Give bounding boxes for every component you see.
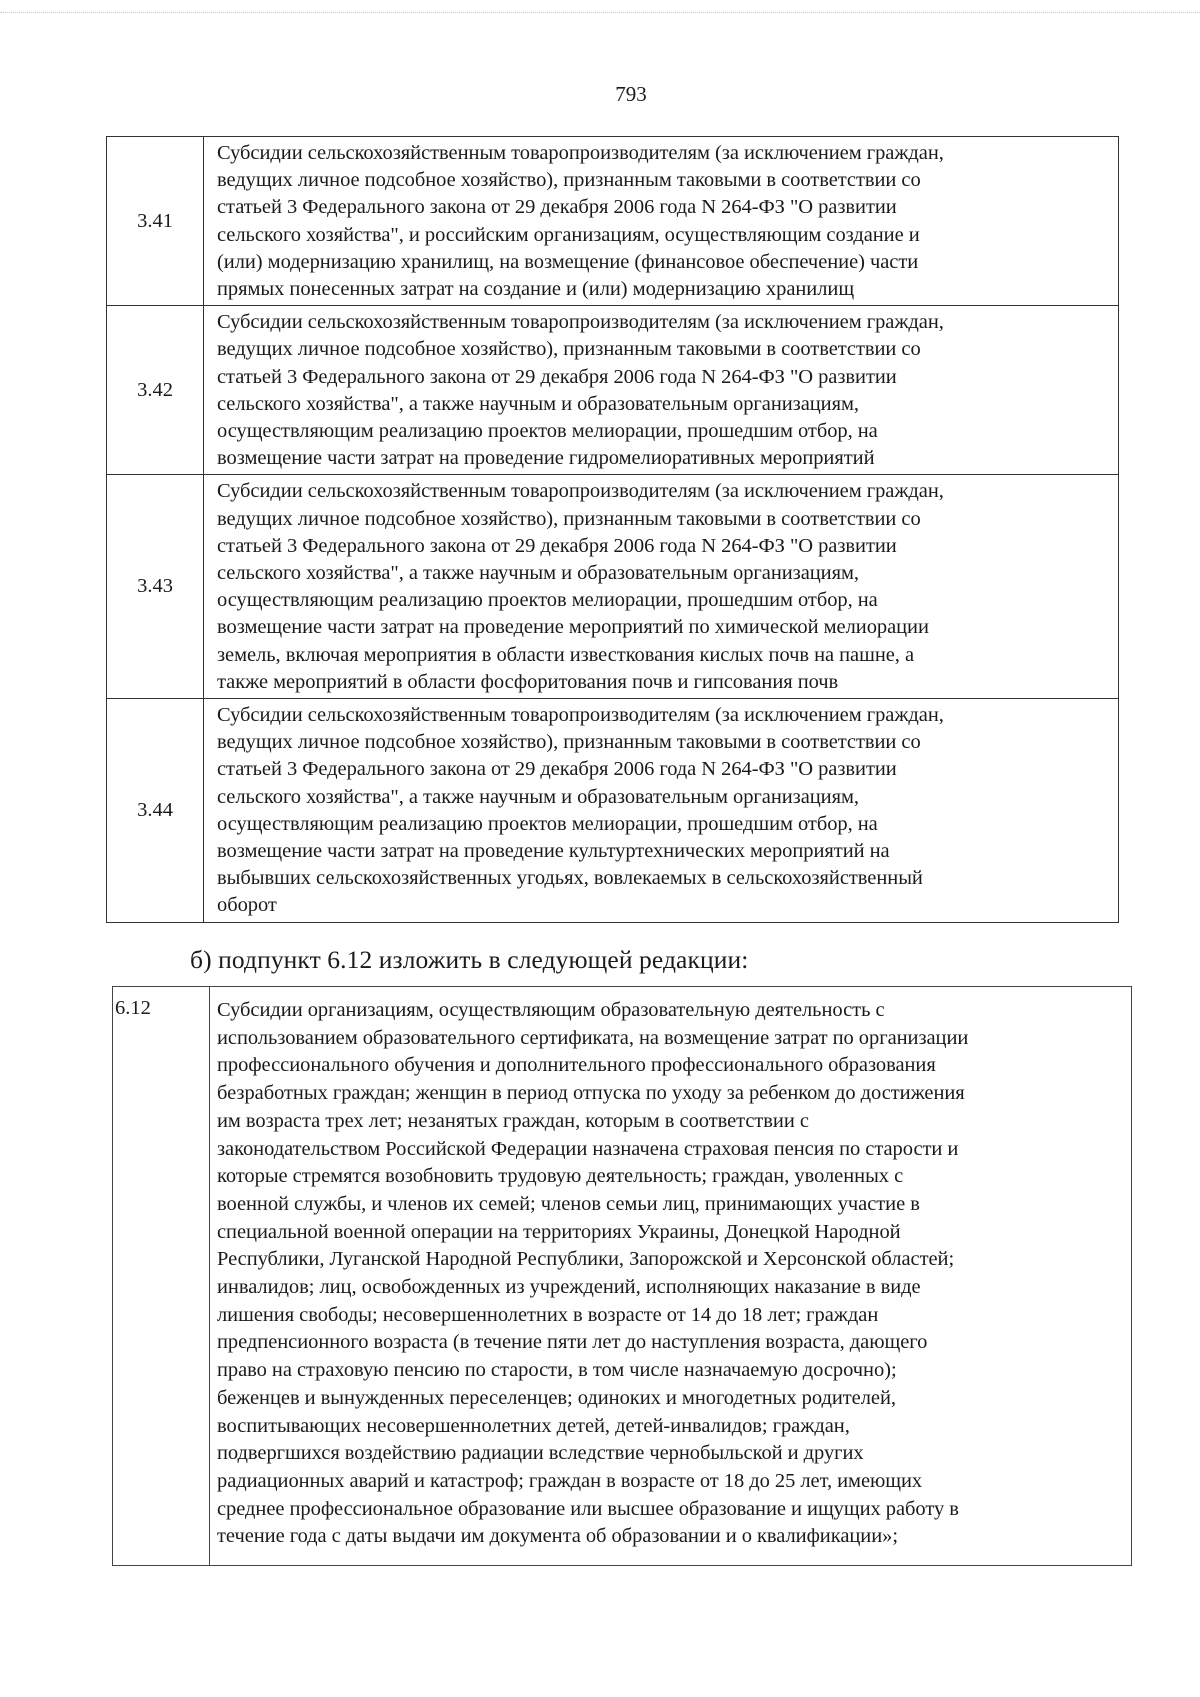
text-line: статьей 3 Федерального закона от 29 декабря 2006 года N 264-ФЗ "О развитии xyxy=(217,758,897,781)
row-text xyxy=(204,475,1119,699)
text-line: лишения свободы; несовершеннолетних в возрасте от 14 до 18 лет; граждан xyxy=(217,1303,879,1326)
subsidies-table-6 xyxy=(112,986,1132,1566)
text-line: статьей 3 Федерального закона от 29 декабря 2006 года N 264-ФЗ "О развитии xyxy=(217,365,897,388)
table-row xyxy=(107,475,1119,699)
text-line: оборот xyxy=(217,894,277,917)
text-line: подвергшихся воздействию радиации вследствие чернобыльской и других xyxy=(217,1442,864,1465)
table-row xyxy=(107,137,1119,306)
subsidies-table-3 xyxy=(106,136,1119,923)
text-line: возмещение части затрат на проведение гидромелиоративных мероприятий xyxy=(217,447,875,470)
text-line: земель, включая мероприятия в области известкования кислых почв на пашне, а xyxy=(217,643,914,666)
text-line: сельского хозяйства", и российским организациям, осуществляющим создание и xyxy=(217,223,920,246)
text-line: ведущих личное подсобное хозяйство), признанным таковыми в соответствии со xyxy=(217,731,921,754)
text-line: ведущих личное подсобное хозяйство), признанным таковыми в соответствии со xyxy=(217,338,921,361)
scan-top-edge xyxy=(0,12,1200,13)
row-number: 3.42 xyxy=(107,306,204,475)
text-line: Субсидии сельскохозяйственным товаропроизводителям (за исключением граждан, xyxy=(217,480,944,503)
text-line: выбывших сельскохозяйственных угодьях, вовлекаемых в сельскохозяйственный xyxy=(217,867,923,890)
row-text xyxy=(204,699,1119,923)
text-line: законодательством Российской Федерации назначена страховая пенсия по старости и xyxy=(217,1137,959,1160)
text-line: возмещение части затрат на проведение культуртехнических мероприятий на xyxy=(217,840,890,863)
text-line: предпенсионного возраста (в течение пяти лет до наступления возраста, дающего xyxy=(217,1331,928,1354)
text-line: право на страховую пенсию по старости, в том числе назначаемую досрочно); xyxy=(217,1359,897,1382)
subheading: б) подпункт 6.12 изложить в следующей редакции: xyxy=(190,945,749,974)
text-line: статьей 3 Федерального закона от 29 декабря 2006 года N 264-ФЗ "О развитии xyxy=(217,196,897,219)
row-text xyxy=(204,137,1119,306)
table-row xyxy=(107,306,1119,475)
text-line: возмещение части затрат на проведение мероприятий по химической мелиорации xyxy=(217,616,929,639)
text-line: воспитывающих несовершеннолетних детей, детей-инвалидов; граждан, xyxy=(217,1414,850,1437)
text-line: также мероприятий в области фосфоритования почв и гипсования почв xyxy=(217,670,839,693)
text-line: военной службы, и членов их семей; членов семьи лиц, принимающих участие в xyxy=(217,1192,920,1215)
text-line: статьей 3 Федерального закона от 29 декабря 2006 года N 264-ФЗ "О развитии xyxy=(217,534,897,557)
text-line: безработных граждан; женщин в период отпуска по уходу за ребенком до достижения xyxy=(217,1082,965,1105)
text-line: сельского хозяйства", а также научным и образовательным организациям, xyxy=(217,392,859,415)
text-line: ведущих личное подсобное хозяйство), признанным таковыми в соответствии со xyxy=(217,169,921,192)
table-row xyxy=(107,699,1119,923)
text-line: Субсидии сельскохозяйственным товаропроизводителям (за исключением граждан, xyxy=(217,311,944,334)
text-line: беженцев и вынужденных переселенцев; одиноких и многодетных родителей, xyxy=(217,1386,896,1409)
text-line: инвалидов; лиц, освобожденных из учреждений, исполняющих наказание в виде xyxy=(217,1276,921,1299)
text-line: Республики, Луганской Народной Республики, Запорожской и Херсонской областей; xyxy=(217,1248,955,1271)
text-line: осуществляющим реализацию проектов мелиорации, прошедшим отбор, на xyxy=(217,420,878,443)
text-line: Субсидии сельскохозяйственным товаропроизводителям (за исключением граждан, xyxy=(217,142,944,164)
text-line: ведущих личное подсобное хозяйство), признанным таковыми в соответствии со xyxy=(217,507,921,530)
text-line: использованием образовательного сертификата, на возмещение затрат по организации xyxy=(217,1026,969,1049)
text-line: Субсидии организациям, осуществляющим образовательную деятельность с xyxy=(217,999,885,1021)
text-line: сельского хозяйства", а также научным и образовательным организациям, xyxy=(217,562,859,585)
text-line: специальной военной операции на территориях Украины, Донецкой Народной xyxy=(217,1220,901,1243)
text-line: Субсидии сельскохозяйственным товаропроизводителям (за исключением граждан, xyxy=(217,704,944,727)
text-line: среднее профессиональное образование или высшее образование и ищущих работу в xyxy=(217,1497,959,1520)
text-line: осуществляющим реализацию проектов мелиорации, прошедшим отбор, на xyxy=(217,589,878,612)
row-text xyxy=(210,987,1132,1566)
text-line: им возраста трех лет; незанятых граждан, которым в соответствии с xyxy=(217,1109,809,1132)
text-line: сельского хозяйства", а также научным и образовательным организациям, xyxy=(217,785,859,808)
row-text xyxy=(204,306,1119,475)
text-line: течение года с даты выдачи им документа об образовании и о квалификации»; xyxy=(217,1525,898,1548)
page-number: 793 xyxy=(615,82,647,106)
row-number: 6.12 xyxy=(113,987,210,1566)
text-line: прямых понесенных затрат на создание и (или) модернизацию хранилищ xyxy=(217,278,855,301)
text-line: (или) модернизацию хранилищ, на возмещение (финансовое обеспечение) части xyxy=(217,250,919,273)
text-line: профессионального обучения и дополнительного профессионального образования xyxy=(217,1054,936,1077)
row-number: 3.43 xyxy=(107,475,204,699)
row-number: 3.41 xyxy=(107,137,204,306)
row-number: 3.44 xyxy=(107,699,204,923)
text-line: которые стремятся возобновить трудовую деятельность; граждан, уволенных с xyxy=(217,1165,904,1188)
table-row xyxy=(113,987,1132,1566)
text-line: осуществляющим реализацию проектов мелиорации, прошедшим отбор, на xyxy=(217,812,878,835)
text-line: радиационных аварий и катастроф; граждан в возрасте от 18 до 25 лет, имеющих xyxy=(217,1469,923,1492)
